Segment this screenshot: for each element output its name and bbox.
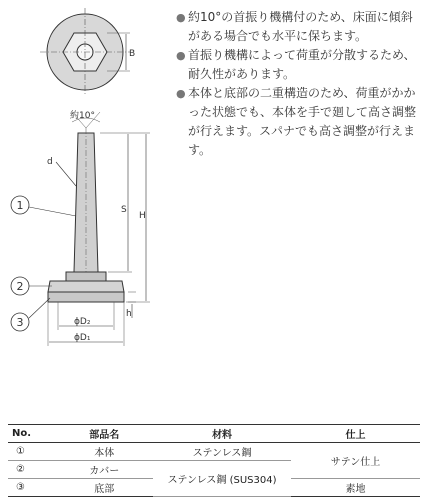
callout-1-leader [29,207,76,216]
angle-label: 約10° [70,111,95,121]
b-dim-label: B [129,49,136,59]
s-dim-label: S [121,205,127,215]
row-no: ② [8,461,55,479]
top-view [40,8,135,96]
callout-3-label: 3 [16,316,24,329]
row-no: ③ [8,479,55,497]
bullet-icon: ● [176,87,186,100]
hex-head [66,272,106,281]
row-part-name: 底部 [55,479,153,497]
bullet-icon: ● [176,11,186,24]
d2-dim-label: ϕD₂ [74,317,91,327]
callout-1-label: 1 [16,199,24,212]
bullet-icon: ● [176,49,186,62]
drawing-svg [0,0,180,360]
feature-item [176,84,422,160]
row-material: ステンレス鋼 [153,443,291,461]
header-finish: 仕上 [291,425,420,443]
row-part-name: カバー [55,461,153,479]
side-view [47,128,150,346]
h-base-dim-label: h [126,309,132,319]
cover [48,281,124,292]
table-row [8,443,420,461]
callout-3-leader [29,298,50,318]
d-leader [56,162,76,186]
parts-table-header-row [8,425,420,443]
header-no: No. [8,425,55,443]
row-part-name: 本体 [55,443,153,461]
d1-dim-label: ϕD₁ [74,333,91,343]
h-total-dim-label: H [139,211,146,221]
feature-text: 本体と底部の二重構造のため、荷重がかかった状態でも、本体を手で廻して高さ調整が行えます。スパナでも高さ調整が行えます。 [188,86,417,157]
d-label: d [47,157,53,167]
feature-item [176,46,422,84]
header-material: 材料 [153,425,291,443]
row-finish: 素地 [291,479,420,497]
base-pad [48,292,124,302]
angle-annotation [70,109,100,128]
technical-drawing [0,0,180,360]
header-part-name: 部品名 [55,425,153,443]
row-material: ステンレス鋼 (SUS304) [153,461,291,497]
feature-text: 約10°の首振り機構付のため、床面に傾斜がある場合でも水平に保ちます。 [188,10,413,43]
parts-table [8,424,420,497]
row-no: ① [8,443,55,461]
feature-list [176,8,422,160]
callout-2-label: 2 [16,280,24,293]
feature-text: 首振り機構によって荷重が分散するため、耐久性があります。 [188,48,416,81]
callouts [11,196,76,331]
row-finish: サテン仕上 [291,443,420,479]
feature-item [176,8,422,46]
